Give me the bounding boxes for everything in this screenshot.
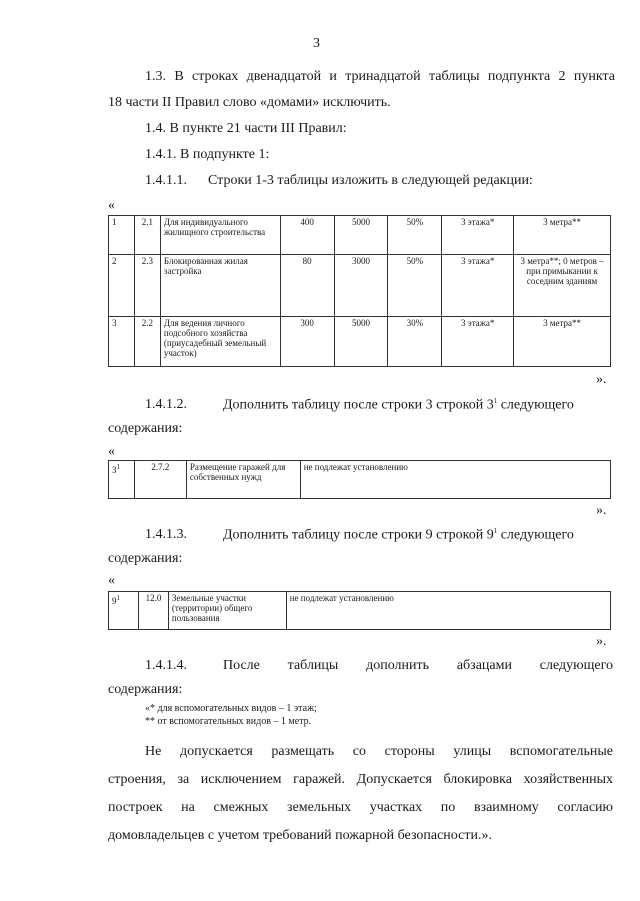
paragraph-1-4-1-4-line2: содержания:: [108, 682, 183, 697]
cell-name: Для ведения личного подсобного хозяйства (приусадебный земельный участок): [160, 317, 280, 367]
paragraph-1-4-1-3-text: Дополнить таблицу после строки 9 строкой $9^1$ следующего: [223, 527, 574, 543]
cell-percent: 50%: [388, 216, 442, 255]
paragraph-1-4-1: 1.4.1. В подпункте 1:: [145, 147, 270, 162]
table-row: [109, 461, 611, 499]
cell-code: 2.2: [134, 317, 160, 367]
open-quote-1: «: [108, 198, 115, 213]
table-row: [109, 317, 611, 367]
cell-number: $9^1$: [109, 592, 139, 630]
paragraph-1-4-1-4-text: После таблицы дополнить абзацами следующего: [223, 658, 613, 673]
open-quote-2: «: [108, 444, 115, 459]
cell-floors: 3 этажа*: [442, 255, 514, 317]
cell-percent: 30%: [388, 317, 442, 367]
table-row-3-1: [108, 460, 611, 499]
cell-min-area: 80: [280, 255, 334, 317]
cell-code: 2.7.2: [134, 461, 186, 499]
cell-floors: 3 этажа*: [442, 317, 514, 367]
cell-name: Размещение гаражей для собственных нужд: [186, 461, 300, 499]
cell-floors: 3 этажа*: [442, 216, 514, 255]
cell-number: 3: [109, 317, 135, 367]
paragraph-1-4-1-1-text: Строки 1-3 таблицы изложить в следующей редакции:: [208, 173, 533, 188]
cell-min-area: 300: [280, 317, 334, 367]
footnote-1: «* для вспомогательных видов – 1 этаж;: [145, 703, 317, 714]
table-row: [109, 592, 611, 630]
paragraph-1-3-line1: 1.3. В строках двенадцатой и тринадцатой таблицы подпункта 2 пункта: [145, 69, 615, 84]
final-paragraph-line2: строения, за исключением гаражей. Допускается блокировка хозяйственных: [108, 772, 613, 787]
cell-distance: 3 метра**: [514, 317, 611, 367]
cell-distance: 3 метра**; 0 метров – при примыкании к соседним зданиям: [514, 255, 611, 317]
cell-number: 2: [109, 255, 135, 317]
cell-min-area: 400: [280, 216, 334, 255]
cell-max-area: 3000: [334, 255, 388, 317]
paragraph-1-4-1-4-number: 1.4.1.4.: [145, 658, 187, 673]
final-paragraph-line3: построек на смежных земельных участках по взаимному согласию: [108, 800, 613, 815]
cell-code: 2.3: [134, 255, 160, 317]
footnote-2: ** от вспомогательных видов – 1 метр.: [145, 716, 312, 727]
open-quote-3: «: [108, 573, 115, 588]
final-paragraph-line1: Не допускается размещать со стороны улицы вспомогательные: [145, 744, 613, 759]
paragraph-1-4-1-3-number: 1.4.1.3.: [145, 527, 187, 542]
cell-max-area: 5000: [334, 216, 388, 255]
table-rows-1-3: [108, 215, 611, 367]
cell-number: $3^1$: [109, 461, 135, 499]
close-quote-2: ».: [596, 503, 607, 518]
cell-code: 2.1: [134, 216, 160, 255]
close-quote-1: ».: [596, 372, 607, 387]
final-paragraph-line4: домовладельцев с учетом требований пожарной безопасности.».: [108, 828, 492, 843]
cell-distance: 3 метра**: [514, 216, 611, 255]
cell-code: 12.0: [138, 592, 168, 630]
cell-max-area: 5000: [334, 317, 388, 367]
paragraph-1-4-1-2-number: 1.4.1.2.: [145, 397, 187, 412]
cell-name: Блокированная жилая застройка: [160, 255, 280, 317]
close-quote-3: ».: [596, 634, 607, 649]
paragraph-1-4-1-2-text: Дополнить таблицу после строки 3 строкой $3^1$ следующего: [223, 397, 574, 413]
paragraph-1-3-line2: 18 части II Правил слово «домами» исключить.: [108, 95, 391, 110]
paragraph-1-4-1-3-line2: содержания:: [108, 551, 183, 566]
cell-name: Для индивидуального жилищного строительства: [160, 216, 280, 255]
cell-percent: 50%: [388, 255, 442, 317]
paragraph-1-4-1-1-number: 1.4.1.1.: [145, 173, 187, 188]
cell-note: не подлежат установлению: [286, 592, 610, 630]
cell-note: не подлежат установлению: [300, 461, 610, 499]
cell-number: 1: [109, 216, 135, 255]
paragraph-1-4: 1.4. В пункте 21 части III Правил:: [145, 121, 347, 136]
cell-name: Земельные участки (территории) общего пользования: [168, 592, 286, 630]
table-row: [109, 216, 611, 255]
table-row: [109, 255, 611, 317]
table-row-9-1: [108, 591, 611, 630]
paragraph-1-4-1-2-line2: содержания:: [108, 421, 183, 436]
page-number: 3: [313, 36, 320, 51]
